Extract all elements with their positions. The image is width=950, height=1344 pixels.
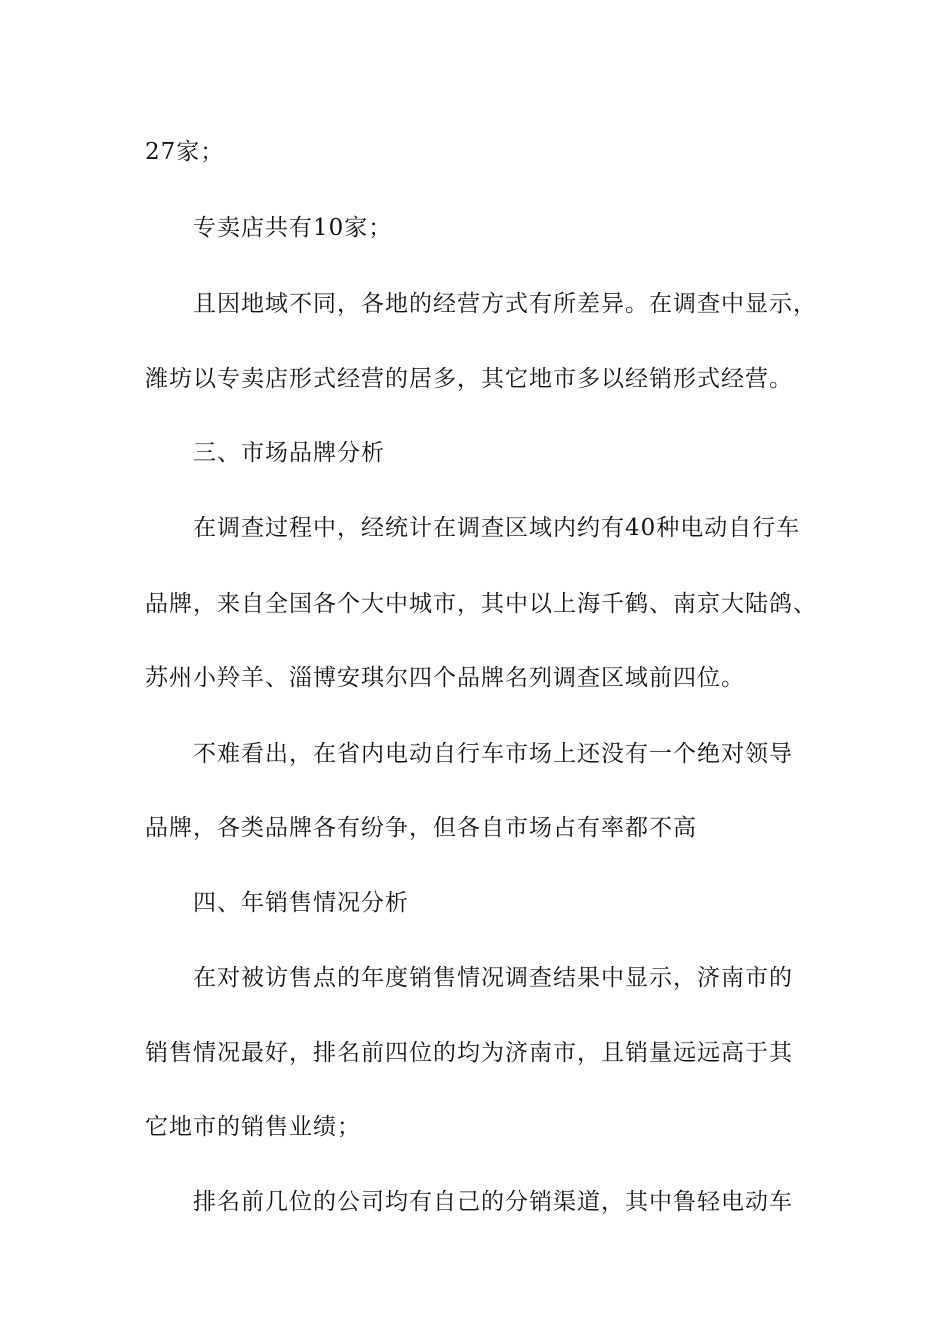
text-line: 且因地域不同，各地的经营方式有所差异。在调查中显示， — [193, 291, 817, 317]
text-line: 在调查过程中，经统计在调查区域内约有40种电动自行车 — [193, 515, 801, 541]
text-line: 排名前几位的公司均有自己的分销渠道，其中鲁轻电动车 — [193, 1189, 793, 1215]
text-line: 品牌，各类品牌各有纷争，但各自市场占有率都不高 — [145, 815, 697, 841]
text-line: 在对被访售点的年度销售情况调查结果中显示，济南市的 — [193, 965, 793, 991]
text-line: 销售情况最好，排名前四位的均为济南市，且销量远远高于其 — [145, 1040, 793, 1066]
text-line: 不难看出，在省内电动自行车市场上还没有一个绝对领导 — [193, 741, 793, 767]
section-heading: 四、年销售情况分析 — [193, 890, 409, 916]
text-line: 27家； — [145, 139, 225, 165]
text-line: 它地市的销售业绩； — [145, 1114, 361, 1140]
text-line: 专卖店共有10家； — [193, 215, 393, 241]
text-line: 苏州小羚羊、淄博安琪尔四个品牌名列调查区域前四位。 — [145, 665, 745, 691]
section-heading: 三、市场品牌分析 — [193, 440, 385, 466]
text-line: 品牌，来自全国各个大中城市，其中以上海千鹤、南京大陆鸽、 — [145, 591, 817, 617]
text-line: 潍坊以专卖店形式经营的居多，其它地市多以经销形式经营。 — [145, 366, 793, 392]
